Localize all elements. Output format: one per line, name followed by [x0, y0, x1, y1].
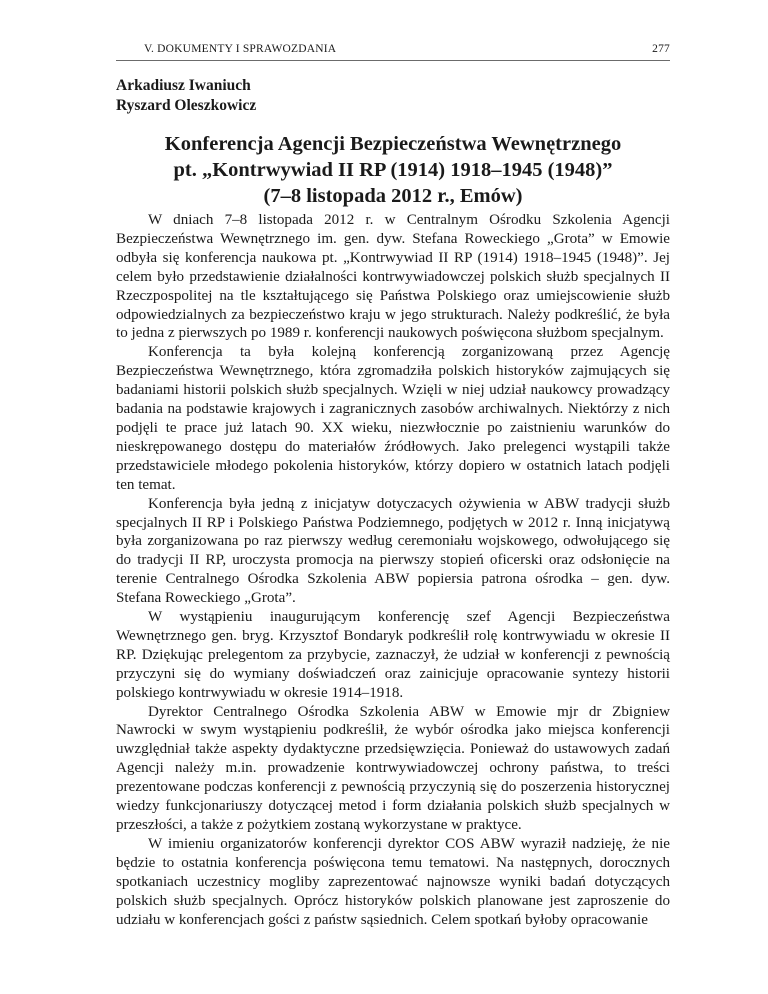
paragraph: Konferencja ta była kolejną konferencją zorganizowaną przez Agencję Bezpieczeństwa Wewnętrznego, która zgromadziła polskich historyków zajmujących się badaniami historii polskich służb specjalnych. Wzięli w niej udział naukowcy prowadzący badania na podstawie krajowych i zagranicznych zasobów archiwalnych. Niektórzy z nich podjęli te prace już latach 90. XX wieku, niezwłocznie po zaistnieniu warunków do nieskrępowanego dostępu do materiałów źródłowych. Jako prelegenci wystąpili także przedstawiciele młodego pokolenia historyków, którzy dopiero w ostatnich latach podjęli ten temat.	[116, 344, 670, 493]
title-line: Konferencja Agencji Bezpieczeństwa Wewnętrznego	[164, 133, 622, 155]
author-name: Ryszard Oleszkowicz	[116, 97, 257, 114]
paragraph: W dniach 7–8 listopada 2012 r. w Centralnym Ośrodku Szkolenia Agencji Bezpieczeństwa Wewnętrznego im. gen. dyw. Stefana Roweckiego „Grota” w Emowie odbyła się konferencja naukowa pt. „Kontrwywiad II RP (1914) 1918–1945 (1948)”. Jej celem było przedstawienie działalności kontrwywiadowczej polskich służb specjalnych II Rzeczpospolitej na tle kształtującego się Państwa Polskiego oraz umiejscowienie służb odpowiedzialnych za bezpieczeństwo kraju w jego strukturach. Należy podkreślić, że była to jedna z pierwszych po 1989 r. konferencji naukowych poświęcona służbom specjalnym.	[116, 212, 670, 342]
section-title: V. DOKUMENTY I SPRAWOZDANIA	[144, 43, 337, 55]
article-body	[116, 211, 670, 929]
paragraph: Dyrektor Centralnego Ośrodka Szkolenia ABW w Emowie mjr dr Zbigniew Nawrocki w swym wystąpieniu podkreślił, że wybór ośrodka jako miejsca konferencji uwzględniał także aspekty dydaktyczne przedsięwzięcia. Ponieważ do ustawowych zadań Agencji należy m.in. prowadzenie kontrwywiadowczej ochrony państwa, to treści prezentowane podczas konferencji z pewnością przyczynią się do poszerzenia historycznej wiedzy funkcjonariuszy dotyczącej metod i form działania polskich służb specjalnych w przeszłości, a także z pożytkiem zostaną wykorzystane w praktyce.	[116, 703, 670, 833]
article-title	[116, 131, 670, 209]
running-header	[116, 41, 670, 61]
paragraph: Konferencja była jedną z inicjatyw dotyczacych ożywienia w ABW tradycji służb specjalnych II RP i Polskiego Państwa Podziemnego, podjętych w 2012 r. Inną inicjatywą była zorganizowana po raz pierwszy według ceremoniału wojskowego, odwołującego się do tradycji II RP, uroczysta promocja na pierwszy stopień oficerski oraz odsłonięcie na terenie Centralnego Ośrodka Szkolenia ABW popiersia patrona ośrodka – gen. dyw. Stefana Roweckiego „Grota”.	[116, 495, 670, 607]
title-line: pt. „Kontrwywiad II RP (1914) 1918–1945 (1948)”	[173, 159, 613, 181]
authors	[116, 76, 256, 116]
title-line: (7–8 listopada 2012 r., Emów)	[263, 185, 523, 207]
paragraph: W imieniu organizatorów konferencji dyrektor COS ABW wyraził nadzieję, że nie będzie to ostatnia konferencja poświęcona temu tematowi. Na następnych, dorocznych spotkaniach uczestnicy mogliby zaprezentować najnowsze wyniki badań dotyczących polskich służb specjalnych. Oprócz historyków polskich planowane jest zaproszenie do udziału w konferencjach gości z państw sąsiednich. Celem spotkań byłoby opracowanie	[116, 835, 670, 928]
paragraph: W wystąpieniu inaugurującym konferencję szef Agencji Bezpieczeństwa Wewnętrznego gen. bryg. Krzysztof Bondaryk podkreślił rolę kontrwywiadu w okresie II RP. Dziękując prelegentom za przybycie, zaznaczył, że udział w konferencji z pewnością przyczyni się do wymiany doświadczeń oraz zainicjuje opracowanie syntezy historii polskiego kontrwywiadu w okresie 1914–1918.	[116, 609, 670, 701]
author-name: Arkadiusz Iwaniuch	[116, 77, 251, 94]
page-number: 277	[652, 43, 670, 55]
